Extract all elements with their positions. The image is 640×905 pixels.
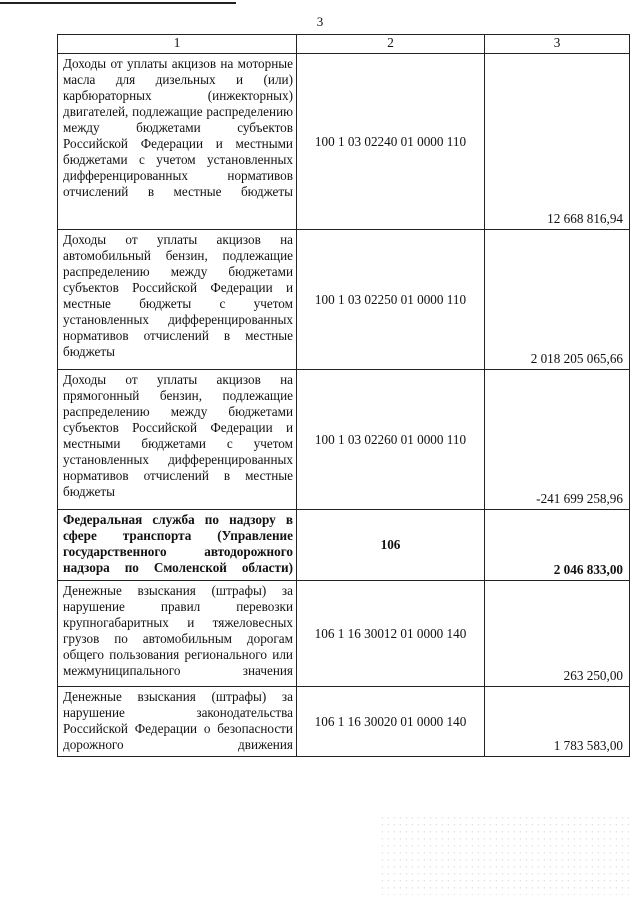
row-code: 100 1 03 02260 01 0000 110 <box>297 370 485 510</box>
row-code: 100 1 03 02240 01 0000 110 <box>297 54 485 230</box>
page-number: 3 <box>316 14 324 29</box>
revenue-table <box>57 34 630 757</box>
table-row <box>58 370 630 510</box>
table-row <box>58 230 630 370</box>
row-amount: 2 018 205 065,66 <box>485 230 630 370</box>
row-description: Федеральная служба по надзору в сфере транспорта (Управление государственного автодорожного надзора по Смоленской области) <box>58 510 297 581</box>
row-amount: 263 250,00 <box>485 581 630 687</box>
row-code: 100 1 03 02250 01 0000 110 <box>297 230 485 370</box>
header-col-2: 2 <box>297 35 485 54</box>
faint-stamp-mark <box>380 815 630 895</box>
table-row <box>58 581 630 687</box>
row-amount: 2 046 833,00 <box>485 510 630 581</box>
row-amount: 12 668 816,94 <box>485 54 630 230</box>
table-row <box>58 54 630 230</box>
table-row <box>58 687 630 757</box>
row-amount: -241 699 258,96 <box>485 370 630 510</box>
row-description: Денежные взыскания (штрафы) за нарушение правил перевозки крупногабаритных и тяжеловесных грузов по автомобильным дорогам общего пользования регионального или межмуниципального значения <box>58 581 297 687</box>
top-rule <box>0 2 236 4</box>
row-code: 106 1 16 30020 01 0000 140 <box>297 687 485 757</box>
header-col-1: 1 <box>58 35 297 54</box>
row-code: 106 <box>297 510 485 581</box>
row-description: Доходы от уплаты акцизов на моторные масла для дизельных и (или) карбюраторных (инжекторных) двигателей, подлежащие распределению между бюджетами субъектов Российской Федерации и местными бюджетами с учетом установленных дифференцированных нормативов отчислений в местные бюджеты <box>58 54 297 230</box>
table-header-row <box>58 35 630 54</box>
row-code: 106 1 16 30012 01 0000 140 <box>297 581 485 687</box>
table-row <box>58 510 630 581</box>
row-description: Доходы от уплаты акцизов на автомобильный бензин, подлежащие распределению между бюджетами субъектов Российской Федерации и местные бюджеты с учетом установленных дифференцированных нормативов отчислений в местные бюджеты <box>58 230 297 370</box>
row-description: Доходы от уплаты акцизов на прямогонный бензин, подлежащие распределению между бюджетами субъектов Российской Федерации и местными бюджетами с учетом установленных дифференцированных нормативов отчислений в местные бюджеты <box>58 370 297 510</box>
row-description: Денежные взыскания (штрафы) за нарушение законодательства Российской Федерации о безопасности дорожного движения <box>58 687 297 757</box>
header-col-3: 3 <box>485 35 630 54</box>
row-amount: 1 783 583,00 <box>485 687 630 757</box>
